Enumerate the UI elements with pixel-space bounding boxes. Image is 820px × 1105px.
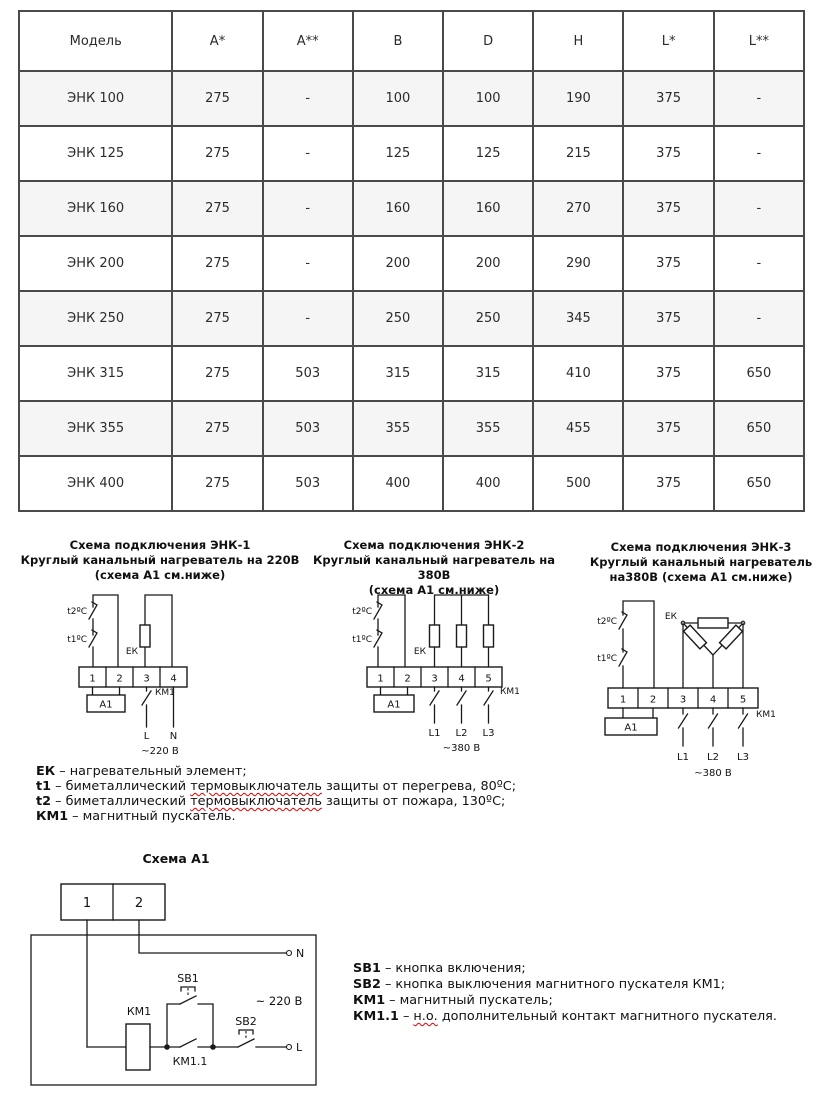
- legend-item: t2 – биметаллический термовыключатель защиты от пожара, 130ºС;: [36, 794, 506, 809]
- table-cell: 270: [533, 181, 623, 236]
- enk3-title: [585, 540, 817, 585]
- heater-element: [430, 625, 440, 647]
- a1-label: А1: [387, 699, 401, 711]
- col-header: Модель: [19, 11, 172, 71]
- cell-model: ЭНК 400: [19, 456, 172, 511]
- terminal-number: 2: [649, 694, 657, 706]
- table-cell: 290: [533, 236, 623, 291]
- table-row: [19, 291, 804, 346]
- table-cell: 250: [353, 291, 443, 346]
- t2-label: t2ºC: [597, 617, 617, 627]
- col-header: D: [443, 11, 533, 71]
- terminal-number: 2: [116, 673, 123, 685]
- table-cell: 355: [353, 401, 443, 456]
- legend-key: t2: [36, 794, 52, 809]
- km1-label: КМ1: [126, 1005, 152, 1018]
- table-cell: 355: [443, 401, 533, 456]
- line-l3-label: L3: [482, 728, 495, 739]
- legend-item: SB2 – кнопка выключения магнитного пускателя КМ1;: [353, 977, 726, 992]
- table-cell: 125: [443, 126, 533, 181]
- terminal-number: 5: [739, 694, 747, 706]
- km1-label: КМ1: [155, 688, 175, 698]
- table-cell: -: [714, 291, 804, 346]
- table-cell: 275: [172, 346, 262, 401]
- sb2-label: SB2: [235, 1015, 257, 1028]
- a1-label: А1: [624, 722, 638, 734]
- line-l1-label: L1: [677, 752, 689, 763]
- legend-key: ЕК: [36, 764, 56, 779]
- terminal-number: 3: [431, 673, 438, 685]
- l-label: L: [296, 1041, 303, 1054]
- n-label: N: [296, 947, 305, 960]
- cell-model: ЭНК 315: [19, 346, 172, 401]
- table-row: [19, 71, 804, 126]
- l-terminal: [287, 1045, 292, 1050]
- t1-label: t1ºC: [352, 635, 372, 645]
- table-row: [19, 346, 804, 401]
- table-cell: 250: [443, 291, 533, 346]
- table-cell: 375: [623, 401, 713, 456]
- terminal-number: 4: [458, 673, 465, 685]
- legend-item: t1 – биметаллический термовыключатель защиты от перегрева, 80ºС;: [36, 779, 517, 794]
- table-cell: 375: [623, 126, 713, 181]
- table-cell: 500: [533, 456, 623, 511]
- cell-model: ЭНК 100: [19, 71, 172, 126]
- table-cell: 200: [443, 236, 533, 291]
- heater-element: [457, 625, 467, 647]
- enk1-wiring-diagram: [30, 588, 265, 763]
- sb1-label: SB1: [177, 972, 199, 985]
- col-header: H: [533, 11, 623, 71]
- legend-item: ЕК – нагревательный элемент;: [36, 764, 247, 779]
- table-cell: 375: [623, 181, 713, 236]
- title-line: Круглый канальный нагреватель на 380В: [312, 553, 556, 582]
- table-cell: 275: [172, 456, 262, 511]
- t2-label: t2ºC: [352, 607, 372, 617]
- title-line: (схема А1 см.ниже): [368, 583, 500, 597]
- n-terminal: [287, 951, 292, 956]
- table-cell: 650: [714, 456, 804, 511]
- voltage-label: ~380 В: [442, 743, 481, 754]
- heater-element: [698, 618, 728, 628]
- terminal-number: 3: [679, 694, 687, 706]
- line-l-label: L: [143, 731, 150, 742]
- table-cell: 125: [353, 126, 443, 181]
- legend-item: SB1 – кнопка включения;: [353, 961, 526, 976]
- line-l2-label: L2: [707, 752, 719, 763]
- line-l1-label: L1: [428, 728, 441, 739]
- cell-model: ЭНК 200: [19, 236, 172, 291]
- table-cell: 275: [172, 291, 262, 346]
- km1-label: КМ1: [756, 710, 776, 720]
- table-cell: 650: [714, 346, 804, 401]
- title-line: Схема подключения ЭНК-1: [69, 538, 251, 552]
- km1-label: КМ1: [500, 687, 520, 697]
- legend-item: КМ1 – магнитный пускатель;: [353, 993, 553, 1008]
- km11-label: КМ1.1: [172, 1055, 208, 1068]
- legend-key: КМ1: [353, 993, 386, 1008]
- table-cell: 315: [443, 346, 533, 401]
- legend-key: КМ1.1: [353, 1009, 399, 1024]
- a1-label: А1: [99, 699, 113, 711]
- legend-key: t1: [36, 779, 52, 794]
- ek-label: ЕК: [664, 612, 677, 622]
- dimensions-table-wrap: [18, 10, 805, 512]
- terminal-number: 2: [404, 673, 411, 685]
- title-line: Схема подключения ЭНК-3: [610, 540, 792, 554]
- table-cell: 375: [623, 456, 713, 511]
- t1-label: t1ºC: [597, 654, 617, 664]
- table-cell: -: [714, 71, 804, 126]
- ek-label: ЕК: [125, 647, 138, 657]
- line-l3-label: L3: [737, 752, 749, 763]
- col-header: B: [353, 11, 443, 71]
- enk1-title: [20, 538, 300, 583]
- table-cell: -: [263, 71, 353, 126]
- table-cell: 375: [623, 236, 713, 291]
- table-cell: -: [714, 181, 804, 236]
- col-header: L*: [623, 11, 713, 71]
- cell-model: ЭНК 125: [19, 126, 172, 181]
- junction-dot: [210, 1044, 216, 1050]
- table-cell: 100: [353, 71, 443, 126]
- title-line: Круглый канальный нагреватель на 220В: [20, 553, 300, 567]
- title-line: Схема подключения ЭНК-2: [343, 538, 525, 552]
- title-line: на380В (схема А1 см.ниже): [609, 570, 793, 584]
- table-cell: 275: [172, 71, 262, 126]
- table-cell: -: [263, 181, 353, 236]
- cell-model: ЭНК 250: [19, 291, 172, 346]
- table-cell: 503: [263, 456, 353, 511]
- table-row: [19, 236, 804, 291]
- terminal-number: 4: [709, 694, 717, 706]
- table-cell: 160: [443, 181, 533, 236]
- legend-item: КМ1 – магнитный пускатель.: [36, 809, 236, 824]
- table-cell: -: [263, 126, 353, 181]
- table-row: [19, 456, 804, 511]
- scheme-a1-title: Схема А1: [142, 851, 210, 866]
- table-cell: -: [263, 291, 353, 346]
- legend-key: SB1: [353, 961, 381, 976]
- table-cell: 160: [353, 181, 443, 236]
- table-cell: 345: [533, 291, 623, 346]
- terminal-number: 1: [82, 896, 92, 911]
- table-cell: 275: [172, 236, 262, 291]
- scheme-a1-circuit: [18, 875, 363, 1103]
- terminal-number: 2: [134, 896, 144, 911]
- table-cell: 410: [533, 346, 623, 401]
- terminal-number: 3: [143, 673, 150, 685]
- scheme-legend: [353, 961, 777, 1025]
- cell-model: ЭНК 160: [19, 181, 172, 236]
- title-line: (схема А1 см.ниже): [94, 568, 226, 582]
- table-cell: 275: [172, 126, 262, 181]
- table-cell: 375: [623, 346, 713, 401]
- table-cell: -: [263, 236, 353, 291]
- km1-coil: [126, 1024, 150, 1070]
- col-header: A**: [263, 11, 353, 71]
- terminal-number: 1: [89, 673, 96, 685]
- heater-element: [684, 625, 707, 649]
- table-row: [19, 181, 804, 236]
- line-l2-label: L2: [455, 728, 468, 739]
- table-cell: 315: [353, 346, 443, 401]
- table-cell: 275: [172, 181, 262, 236]
- table-cell: -: [714, 126, 804, 181]
- heater-element: [720, 625, 743, 649]
- cell-model: ЭНК 355: [19, 401, 172, 456]
- terminal-number: 5: [485, 673, 492, 685]
- table-cell: 200: [353, 236, 443, 291]
- table-cell: 275: [172, 401, 262, 456]
- t1-label: t1ºC: [67, 635, 87, 645]
- table-header-row: [19, 11, 804, 71]
- legend-key: КМ1: [36, 809, 69, 824]
- heater-element: [140, 625, 150, 647]
- enk3-wiring-diagram: [580, 588, 820, 800]
- table-cell: 400: [443, 456, 533, 511]
- table-cell: 190: [533, 71, 623, 126]
- voltage-label: ~380 В: [694, 768, 732, 779]
- terminal-number: 1: [377, 673, 384, 685]
- table-cell: 375: [623, 71, 713, 126]
- legend-item: КМ1.1 – н.о. дополнительный контакт магнитного пускателя.: [353, 1009, 777, 1024]
- col-header: A*: [172, 11, 262, 71]
- enk2-wiring-diagram: [330, 588, 565, 763]
- table-cell: 650: [714, 401, 804, 456]
- legend-key: SB2: [353, 977, 381, 992]
- junction-dot: [164, 1044, 170, 1050]
- table-cell: 503: [263, 401, 353, 456]
- table-cell: 375: [623, 291, 713, 346]
- title-line: Круглый канальный нагреватель: [589, 555, 813, 569]
- table-row: [19, 401, 804, 456]
- table-cell: 455: [533, 401, 623, 456]
- voltage-label: ~ 220 В: [255, 994, 303, 1008]
- table-cell: 400: [353, 456, 443, 511]
- table-cell: 215: [533, 126, 623, 181]
- terminal-number: 1: [619, 694, 627, 706]
- voltage-label: ~220 В: [141, 746, 179, 757]
- table-row: [19, 126, 804, 181]
- ek-label: ЕК: [413, 647, 426, 657]
- table-cell: 100: [443, 71, 533, 126]
- line-n-label: N: [169, 731, 178, 742]
- t2-label: t2ºC: [67, 607, 87, 617]
- table-cell: -: [714, 236, 804, 291]
- component-legend: [36, 764, 516, 824]
- terminal-number: 4: [170, 673, 177, 685]
- heater-element: [484, 625, 494, 647]
- table-cell: 503: [263, 346, 353, 401]
- col-header: L**: [714, 11, 804, 71]
- dimensions-table: [18, 10, 805, 512]
